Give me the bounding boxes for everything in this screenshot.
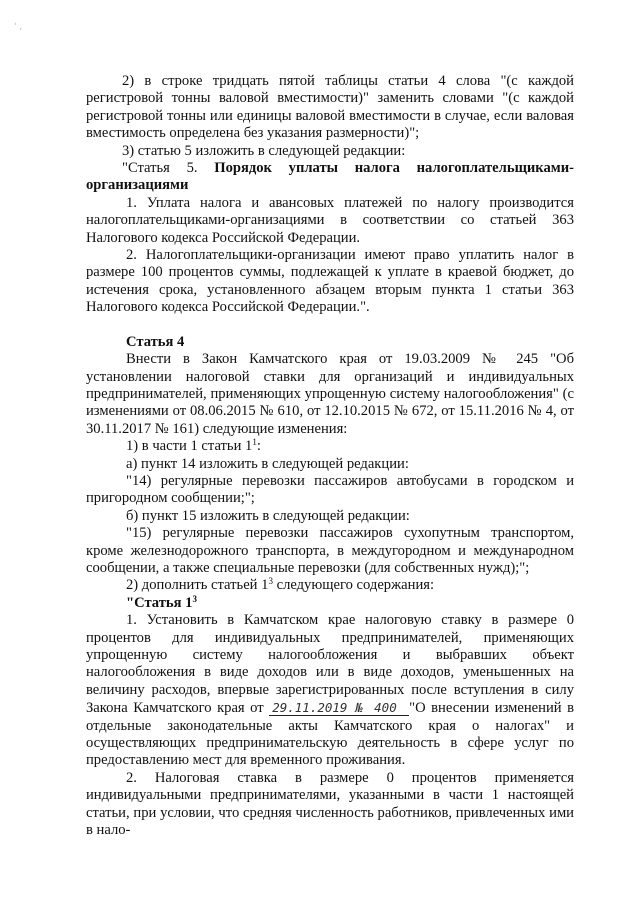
paragraph-item-3: 3) статью 5 изложить в следующей редакции:: [122, 142, 406, 159]
superscript: 1: [252, 437, 257, 448]
change-item-2-text: 2) дополнить статьей 1: [126, 577, 269, 594]
article-5-prefix: "Статья 5.: [122, 160, 198, 177]
article-4-heading: Статья 4: [126, 333, 185, 350]
article-1-3-part-2: 2. Налоговая ставка в размере 0 процентов применяется индивидуальными предпринимателями, указанными в части 1 настоящей статьи, при условии, что средняя численность работников, привлеченных ими в нало-: [86, 769, 574, 839]
part-1-after: "О внесении изменений в отдельные законодательные акты Камчатского края о налогах" и осуществляющих предпринимательскую деятельность в сфере услуг по предоставлению мест для временного проживания.: [86, 700, 574, 769]
change-item-2-end: следующего содержания:: [272, 577, 435, 594]
article-5-heading: [86, 160, 574, 195]
handwritten-date: 29.11.2019: [269, 700, 350, 716]
point-15-text: "15) регулярные перевозки пассажиров сухопутным транспортом, кроме железнодорожного транспорта, в междугородном и международном сообщении, а также специальные перевозки (для собственных нужд);";: [86, 525, 574, 576]
article-1-3-part-1: [86, 612, 574, 770]
article-4-intro: Внести в Закон Камчатского края от 19.03.2009 № 245 "Об установлении налоговой ставки для организаций и индивидуальных предпринимателей, применяющих упрощенную систему налогообложения" (с изменениями от 08.06.2015 № 610, от 12.10.2015 № 672, от 15.11.2016 № 4, от 30.11.2017 № 161) следующие изменения:: [86, 351, 574, 437]
part-1-before: 1. Установить в Камчатском крае налоговую ставку в размере 0 процентов для индивидуальных предпринимателей, применяющих упрощенную систему налогообложения и выбравших объект налогообложения в виде доходов или в виде доходов, уменьшенных на величину расходов, впервые зарегистрированных после вступления в силу Закона Камчатского края от: [86, 612, 574, 717]
point-14-text: "14) регулярные перевозки пассажиров автобусами в городском и пригородном сообщении;";: [86, 472, 574, 507]
article-5-title: Порядок уплаты налога налогоплательщиками-организациями: [86, 160, 574, 194]
change-item-1-end: :: [256, 438, 261, 455]
change-item-1-text: 1) в части 1 статьи 1: [126, 438, 253, 455]
article-5-part-2: 2. Налогоплательщики-организации имеют право уплатить налог в размере 100 процентов суммы, подлежащей к уплате в краевой бюджет, до истечения срока, установленного абзацем вторым пункта 1 статьи 363 Налогового кодекса Российской Федерации.".: [86, 247, 574, 316]
document-page: [86, 73, 574, 839]
article-1-3-heading: [86, 595, 574, 612]
change-item-2: [86, 577, 574, 594]
paragraph-item-2: 2) в строке тридцать пятой таблицы статьи 4 слова "(с каждой регистровой тонны валовой вместимости)" заменить словами "(с каждой регистровой тонны или единицы валовой вместимости в случае, если валовая вместимость определена без указания размерности)";: [86, 73, 574, 142]
superscript: 3: [268, 576, 273, 587]
change-item-1a: а) пункт 14 изложить в следующей редакции:: [126, 455, 409, 472]
superscript: 3: [192, 593, 197, 604]
article-5-part-1: 1. Уплата налога и авансовых платежей по налогу производится налогоплательщиками-организациями в соответствии со статьей 363 Налогового кодекса Российской Федерации.: [86, 194, 574, 246]
change-item-1: [86, 438, 574, 455]
spacer: [86, 317, 574, 334]
article-1-3-title: "Статья 1: [126, 594, 193, 611]
change-item-1b: б) пункт 15 изложить в следующей редакции:: [126, 507, 410, 524]
handwritten-number: № 400: [350, 700, 409, 716]
scan-corner-mark: ' ,: [14, 22, 23, 32]
